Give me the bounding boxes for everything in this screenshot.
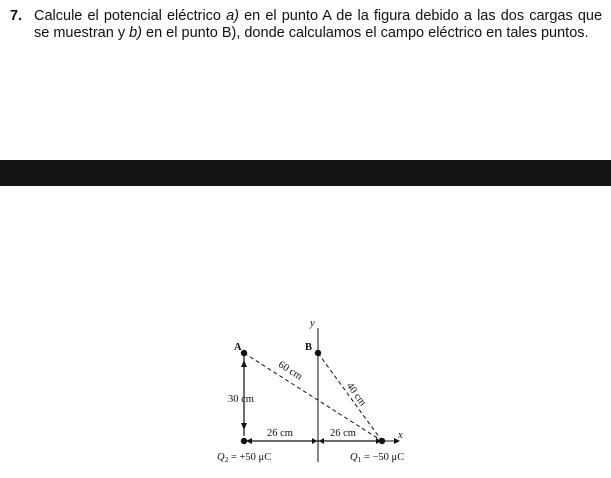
label-q1-symbol: Q <box>350 452 358 463</box>
problem-text-1: Calcule el potencial eléctrico <box>34 8 227 24</box>
label-point-a: A <box>234 342 242 353</box>
problem-text-2: en el punto A de la figura debido a las dos cargas que se muestran y <box>34 8 603 41</box>
label-x-axis: x <box>398 430 403 441</box>
label-y-axis: y <box>310 318 315 329</box>
dark-separator-band <box>0 160 611 186</box>
problem-text <box>34 8 602 41</box>
label-q2-subscript: 2 <box>224 455 229 464</box>
label-q2 <box>217 452 271 464</box>
charge-diagram-svg <box>200 310 440 478</box>
label-60cm: 60 cm <box>276 359 304 383</box>
label-26cm-left: 26 cm <box>267 428 293 439</box>
label-q1 <box>350 452 404 464</box>
label-30cm: 30 cm <box>228 394 254 405</box>
arrow-mid-26cm <box>312 438 317 444</box>
charge-q1-dot <box>379 438 385 444</box>
label-point-b: B <box>305 342 313 353</box>
point-b-dot <box>315 350 321 356</box>
problem-text-3: en el punto B), donde calculamos el campo eléctrico en tales puntos. <box>142 24 589 41</box>
point-a-dot <box>241 350 247 356</box>
problem-number: 7. <box>10 8 23 24</box>
label-q1-value: = −50 μC <box>361 452 405 463</box>
problem-statement <box>10 8 602 41</box>
part-a-marker: a) <box>226 8 239 24</box>
charge-diagram <box>200 310 440 478</box>
label-q2-symbol: Q <box>217 452 225 463</box>
label-q1-subscript: 1 <box>357 455 362 464</box>
label-q2-value: = +50 μC <box>228 452 272 463</box>
arrow-mid2-26cm <box>319 438 324 444</box>
charge-q2-dot <box>241 438 247 444</box>
arrow-up-30cm <box>241 360 247 367</box>
part-b-marker: b) <box>129 24 142 41</box>
label-26cm-right: 26 cm <box>330 428 356 439</box>
arrow-down-30cm <box>241 423 247 430</box>
label-40cm: 40 cm <box>343 380 369 409</box>
